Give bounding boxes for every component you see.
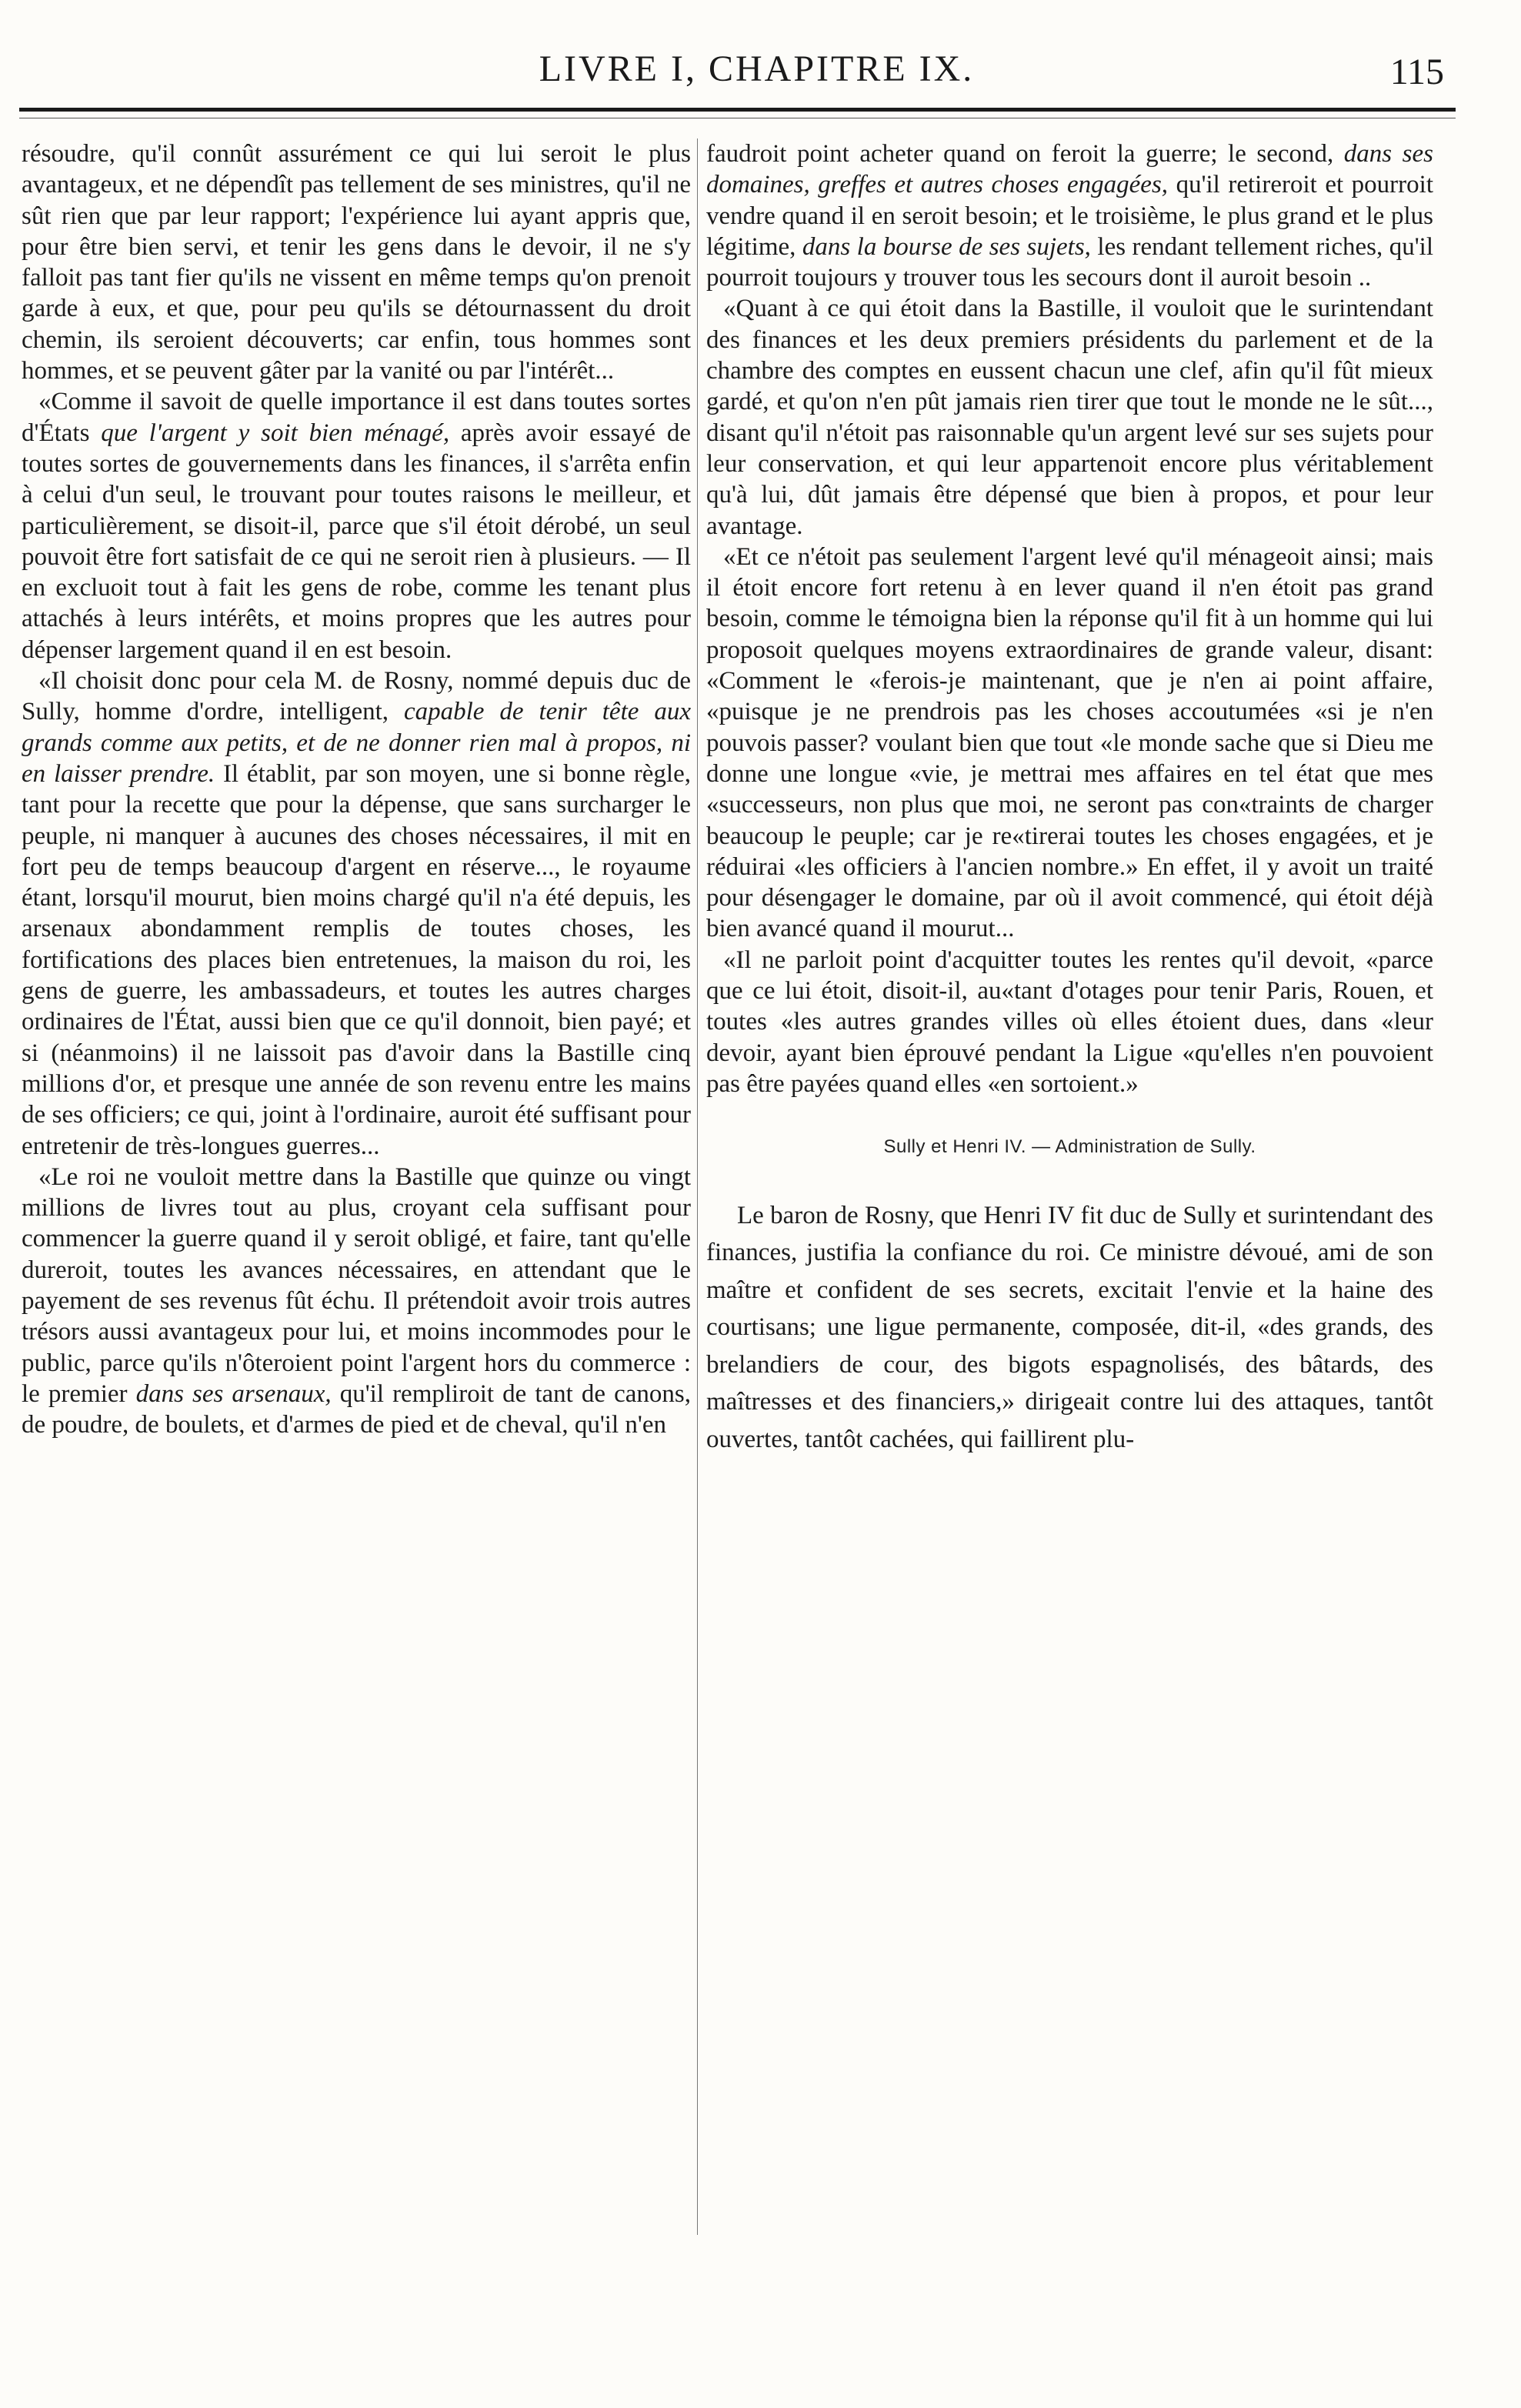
left-paragraph-3 bbox=[22, 665, 691, 1162]
section-heading: Sully et Henri IV. — Administration de Sully. bbox=[883, 1136, 1256, 1158]
header-rule bbox=[19, 108, 1456, 112]
right-paragraph-5: Le baron de Rosny, que Henri IV fit duc de Sully et surintendant des finances, justifia la confiance du roi. Ce ministre dévoué, ami de son maître et confident de ses secrets, excitait l'envie et la haine des courtisans; une ligue permanente, composée, dit-il, «des grands, des brelandiers de cour, des bigots espagnolisés, des bâtards, des maîtresses et des financiers,» dirigeait contre lui des attaques, tantôt ouvertes, tantôt cachées, qui faillirent plu- bbox=[706, 1201, 1433, 1453]
right-p1-text-c: les rendant tellement riches, qu'il pourroit toujours y trouver tous les secours dont il auroit besoin .. bbox=[706, 232, 1433, 292]
left-p2-text-b: après avoir essayé de toutes sortes de gouvernements dans les finances, il s'arrêta enfin à celui d'un seul, le trouvant pour toutes raisons le meilleur, et particulièrement, se disoit-il, parce que s'il étoit dérobé, un seul pouvoit être fort satisfait de ce qui ne seroit rien à plusieurs. — Il en excluoit tout à fait les gens de robe, comme les tenant plus attachés à leurs intérêts, et moins propres que les autres pour dépenser largement quand il en est besoin. bbox=[22, 419, 691, 664]
page-number: 115 bbox=[1389, 52, 1444, 92]
right-paragraph-2: «Quant à ce qui étoit dans la Bastille, il vouloit que le surintendant des finances et les deux premiers présidents du parlement et de la chambre des comptes en eussent chacun une clef, afin qu'il fût mieux gardé, et qu'on n'en pût jamais rien tirer que tout le monde ne le sût..., disant qu'il n'étoit pas raisonnable qu'un argent levé sur ses sujets pour leur conservation, et qui leur appartenoit encore plus véritablement qu'à lui, dût jamais être dépensé que bien à propos, et pour leur avantage. bbox=[706, 295, 1433, 540]
right-paragraph-4: «Il ne parloit point d'acquitter toutes les rentes qu'il devoit, «parce que ce lui étoit, disoit-il, au«tant d'otages pour tenir Paris, Rouen, et toutes «les autres grandes villes où elles étoient dues, dans «leur devoir, ayant bien éprouvé pendant la Ligue «qu'elles n'en pouvoient pas être payées quand elles «en sortoient.» bbox=[706, 946, 1433, 1098]
right-paragraph-1 bbox=[706, 138, 1433, 293]
right-paragraph-3: «Et ce n'étoit pas seulement l'argent levé qu'il ménageoit ainsi; mais il étoit encore fort retenu à en lever quand il n'en étoit pas grand besoin, comme le témoigna bien la réponse qu'il fit à un homme qui lui proposoit quelques moyens extraordinaires de grande valeur, disant: «Comment le «ferois-je maintenant, que je n'en ai point affaire, «puisque je ne prendrois pas les choses accoutumées «si je n'en pouvois passer? voulant bien que tout «le monde sache que si Dieu me donne une longue «vie, je mettrai mes affaires en tel état que mes «successeurs, non plus que moi, ne seront pas con«traints de charger beaucoup le peuple; car je re«tirerai toutes les choses engagées, et je réduirai «les officiers à l'ancien nombre.» En effet, il y avoit un traité pour désengager le domaine, par où il avoit commencé, qui étoit déjà bien avancé quand il mourut... bbox=[706, 542, 1433, 943]
running-title: LIVRE I, CHAPITRE IX. bbox=[539, 48, 975, 89]
left-paragraph-4 bbox=[22, 1162, 691, 1441]
left-p3-text-b: Il établit, par son moyen, une si bonne règle, tant pour la recette que pour la dépense, que sans surcharger le peuple, ni manquer à aucunes des choses nécessaires, il mit en fort peu de temps beaucoup d'argent en réserve..., le royaume étant, lorsqu'il mourut, bien moins chargé qu'il n'a été depuis, les arsenaux abondamment remplis de toutes choses, les fortifications des places bien entretenues, la maison du roi, les gens de guerre, les ambassadeurs, et toutes les autres charges ordinaires de l'État, aussi bien que ce qu'il donnoit, bien payé; et si (néanmoins) il ne laissoit pas d'avoir dans la Bastille cinq millions d'or, et presque une année de son revenu entre les mains de ses officiers; ce qui, joint à l'ordinaire, auroit été suffisant pour entretenir de très-longues guerres... bbox=[22, 759, 692, 1160]
left-p4-text-a: «Le roi ne vouloit mettre dans la Bastille que quinze ou vingt millions de livres tout au plus, croyant cela suffisant pour commencer la guerre quand il y seroit obligé, et faire, tant qu'elle dureroit, toutes les avances nécessaires, en attendant que le payement de ses revenus fût échu. Il prétendoit avoir trois autres trésors aussi avantageux pour lui, et moins incommodes pour le public, parce qu'ils n'ôteroient point l'argent hors du commerce : le premier bbox=[22, 1162, 691, 1408]
left-paragraph-2 bbox=[22, 386, 691, 665]
running-head bbox=[69, 42, 1444, 95]
right-column bbox=[706, 138, 1433, 1458]
left-p2-text-a: «Comme il savoit de quelle importance il est dans toutes sortes d'États bbox=[22, 388, 691, 447]
right-p1-italic-1: dans ses domaines, greffes et autres choses engagées, bbox=[706, 140, 1433, 199]
column-divider bbox=[697, 138, 698, 2235]
left-paragraph-1: résoudre, qu'il connût assurément ce qui lui seroit le plus avantageux, et ne dépendît pas tellement de ses ministres, qu'il ne sût rien que par leur rapport; l'expérience lui ayant appris que, pour être bien servi, et tenir les gens dans le devoir, il ne s'y falloit pas tant fier qu'ils ne vissent en même temps qu'on prenoit garde à eux, et que, pour peu qu'ils se détournassent du droit chemin, ils seroient découverts; car enfin, tous hommes sont hommes, et se peuvent gâter par la vanité ou par l'intérêt... bbox=[22, 140, 691, 385]
left-p4-italic: dans ses arsenaux, bbox=[135, 1379, 332, 1408]
bottom-margin bbox=[0, 2246, 1521, 2408]
left-p4-text-b: qu'il rempliroit de tant de canons, de poudre, de boulets, et d'armes de pied et de cheval, qu'il n'en bbox=[22, 1379, 691, 1439]
left-p2-italic: que l'argent y soit bien ménagé, bbox=[101, 419, 450, 447]
left-p3-text-a: «Il choisit donc pour cela M. de Rosny, nommé depuis duc de Sully, homme d'ordre, intelligent, bbox=[22, 667, 691, 726]
right-p1-italic-2: dans la bourse de ses sujets, bbox=[802, 232, 1091, 261]
right-p1-text-b: qu'il retireroit et pourroit vendre quand il en seroit besoin; et le troisième, le plus grand et le plus légitime, bbox=[706, 171, 1433, 261]
left-column bbox=[22, 138, 691, 1440]
left-p3-italic: capable de tenir tête aux grands comme aux petits, et de ne donner rien mal à propos, ni en laisser prendre. bbox=[22, 698, 691, 788]
right-p1-text-a: faudroit point acheter quand on feroit la guerre; le second, bbox=[706, 140, 1344, 168]
